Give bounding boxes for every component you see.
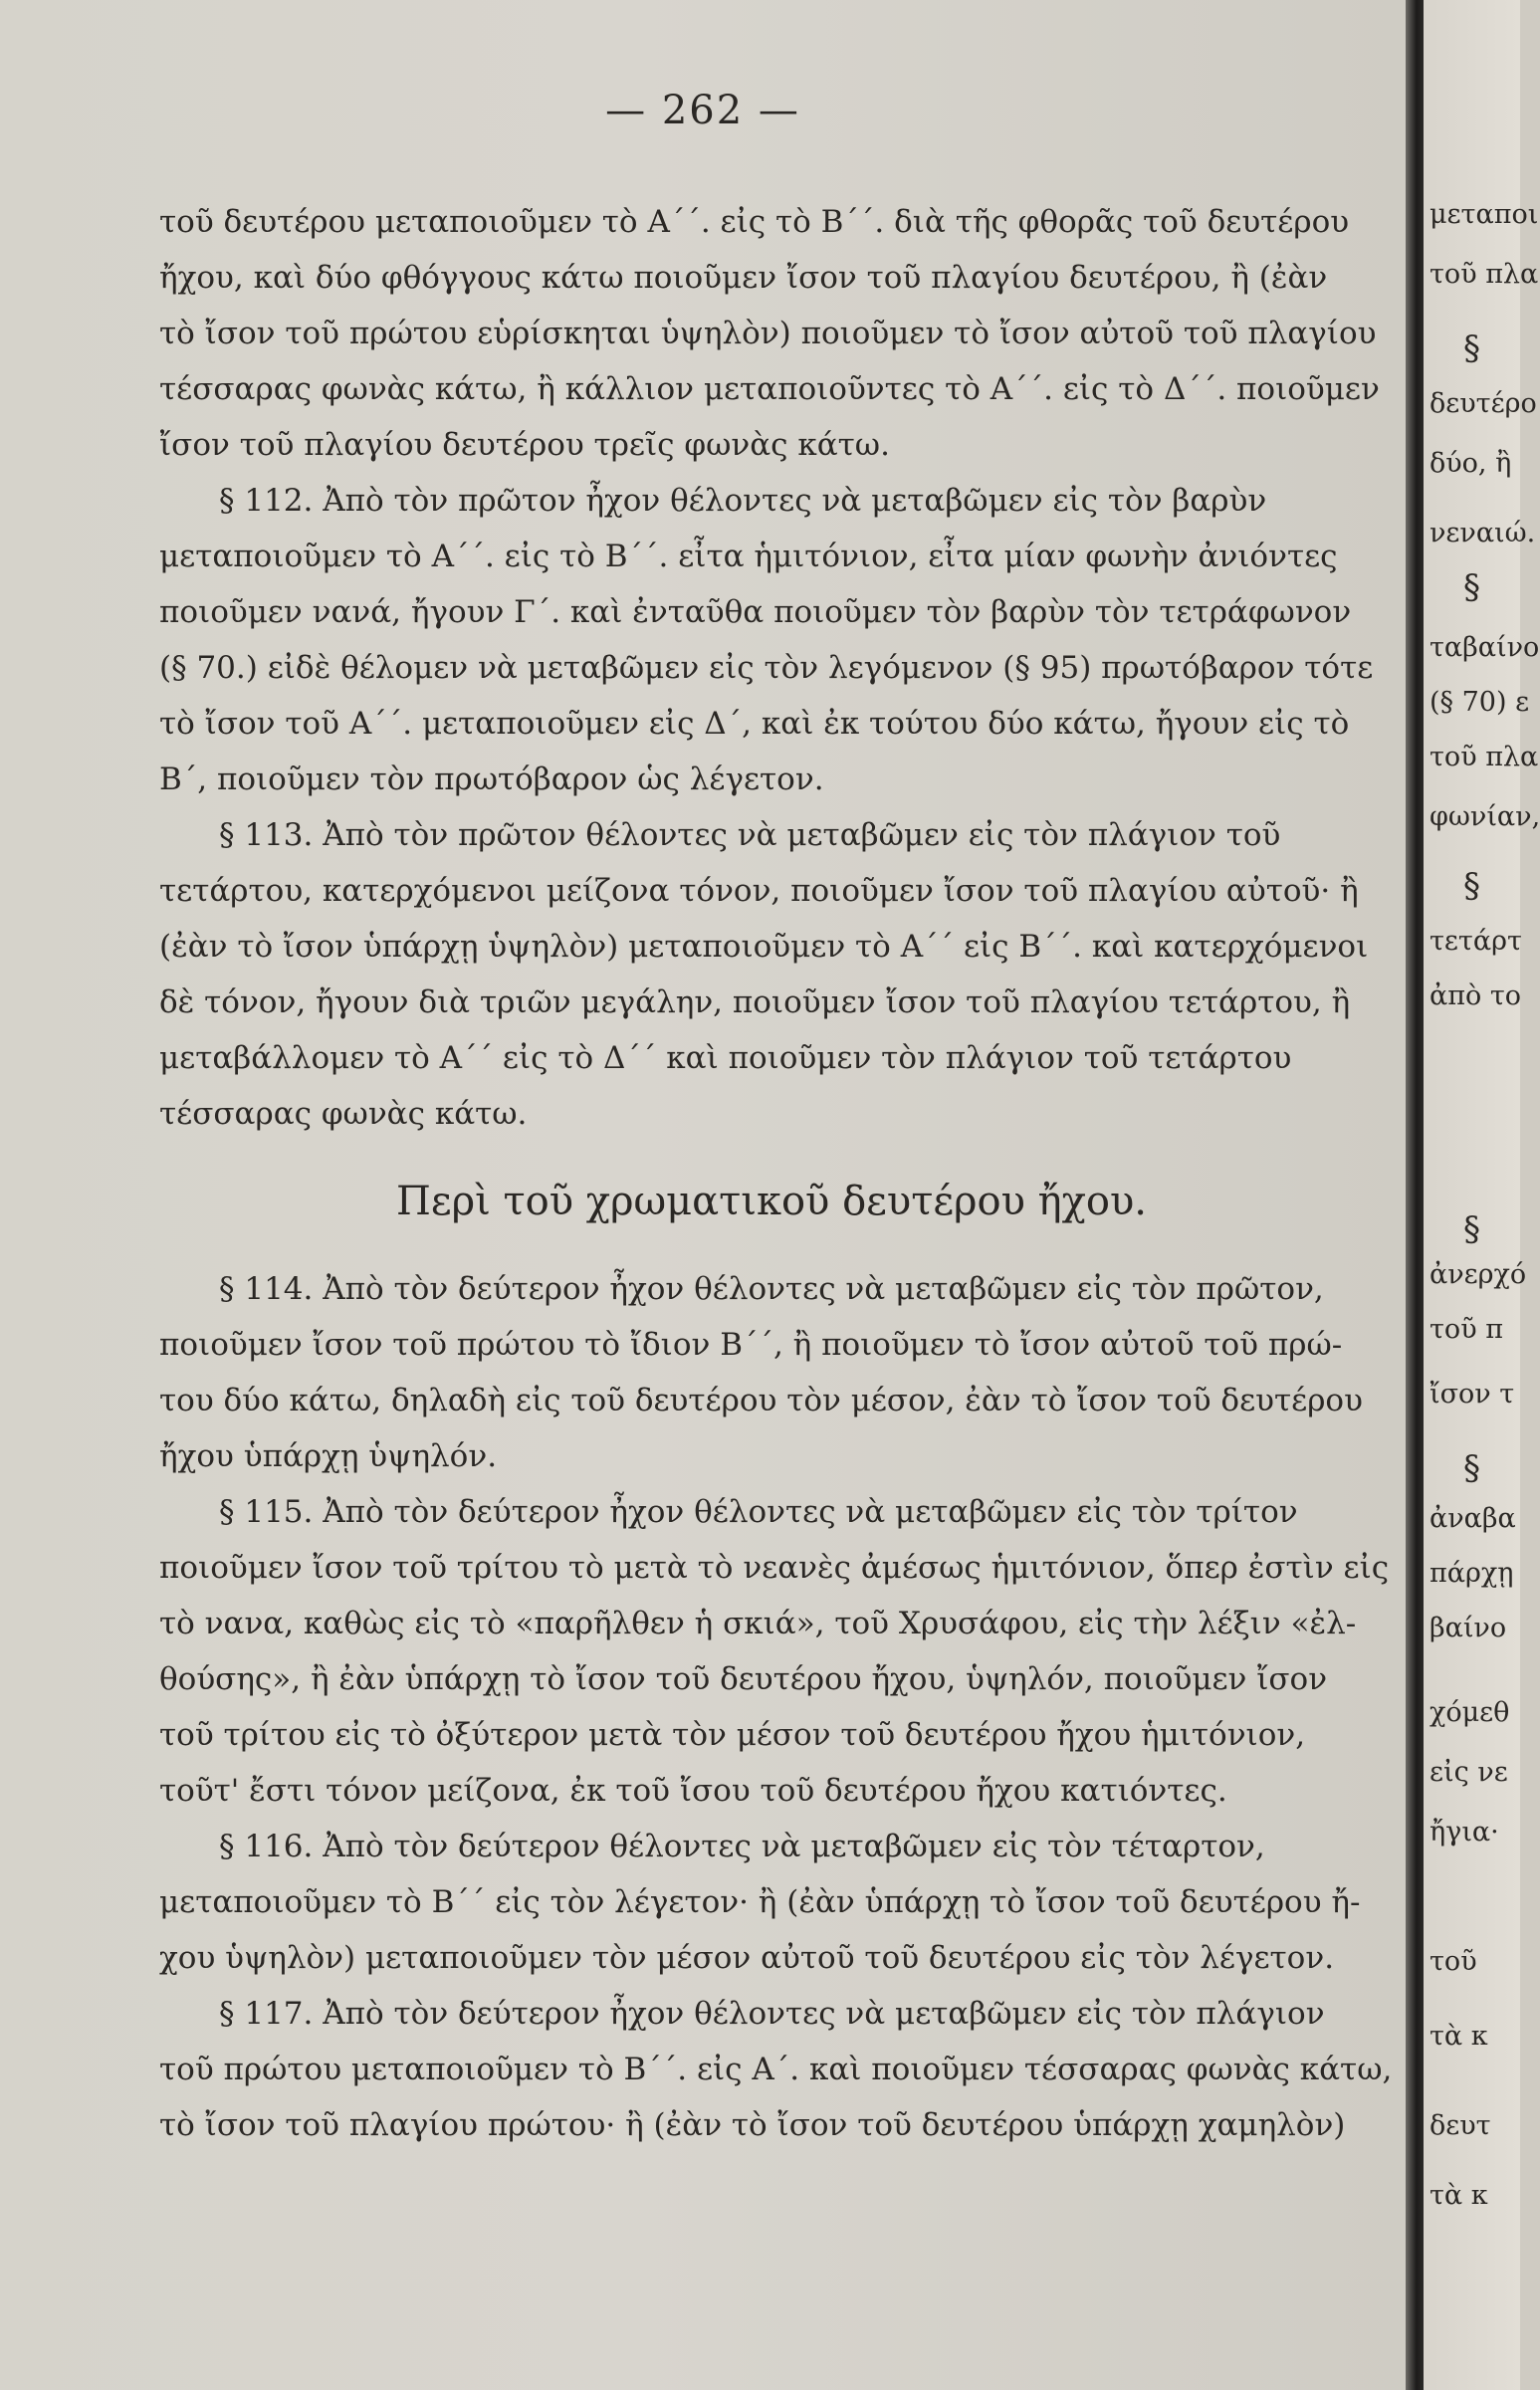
book-gutter — [1406, 0, 1424, 2390]
text-line: ποιοῦμεν ἴσον τοῦ πρώτου τὸ ἴδιον Β΄΄, ἢ ποιοῦμεν τὸ ἴσον αὐτοῦ τοῦ πρώ- — [159, 1327, 1343, 1363]
text-line: ποιοῦμεν ἴσον τοῦ τρίτου τὸ μετὰ τὸ νεανὲς ἀμέσως ἡμιτόνιον, ὅπερ ἐστὶν εἰς — [159, 1550, 1390, 1586]
facing-page-fragment: δύο, ἢ — [1430, 448, 1512, 479]
text-line: τοῦτ' ἔστι τόνον μείζονα, ἐκ τοῦ ἴσου τοῦ δευτέρου ἤχου κατιόντες. — [159, 1773, 1227, 1809]
text-line: ἤχου ὑπάρχῃ ὑψηλόν. — [159, 1438, 498, 1474]
text-line: (ἐὰν τὸ ἴσον ὑπάρχῃ ὑψηλὸν) μεταποιοῦμεν τὸ Α΄΄ εἰς Β΄΄. καὶ κατερχόμενοι — [159, 929, 1369, 965]
facing-page-fragment: πάρχῃ — [1430, 1558, 1514, 1589]
text-line: τέσσαρας φωνὰς κάτω. — [159, 1096, 528, 1132]
facing-page-fragment: τοῦ π — [1430, 1314, 1503, 1345]
text-line: μεταποιοῦμεν τὸ Β΄΄ εἰς τὸν λέγετον· ἢ (ἐὰν ὑπάρχῃ τὸ ἴσον τοῦ δευτέρου ἤ- — [159, 1884, 1361, 1920]
page-number: — 262 — — [605, 88, 800, 133]
text-line: τὸ ἴσον τοῦ πρώτου εὑρίσκηται ὑψηλὸν) ποιοῦμεν τὸ ἴσον αὐτοῦ τοῦ πλαγίου — [159, 316, 1377, 351]
facing-page-fragment: τετάρτ — [1430, 926, 1522, 957]
text-line: § 112. Ἀπὸ τὸν πρῶτον ἦχον θέλοντες νὰ μεταβῶμεν εἰς τὸν βαρὺν — [219, 483, 1267, 519]
main-text — [159, 194, 1424, 2153]
text-line: Β΄, ποιοῦμεν τὸν πρωτόβαρον ὡς λέγετον. — [159, 761, 824, 797]
facing-page-fragment: (§ 70) ε — [1430, 687, 1530, 718]
text-line: § 115. Ἀπὸ τὸν δεύτερον ἦχον θέλοντες νὰ μεταβῶμεν εἰς τὸν τρίτον — [219, 1494, 1298, 1530]
facing-page-fragment: § — [1463, 866, 1480, 906]
text-line: τέσσαρας φωνὰς κάτω, ἢ κάλλιον μεταποιοῦντες τὸ Α΄΄. εἰς τὸ Δ΄΄. ποιοῦμεν — [159, 371, 1380, 407]
facing-page-fragment: τὰ κ — [1430, 2021, 1488, 2052]
text-line: § 116. Ἀπὸ τὸν δεύτερον θέλοντες νὰ μεταβῶμεν εἰς τὸν τέταρτον, — [219, 1829, 1265, 1864]
facing-page-fragment: τὰ κ — [1430, 2180, 1488, 2211]
text-line: τοῦ δευτέρου μεταποιοῦμεν τὸ Α΄΄. εἰς τὸ Β΄΄. διὰ τῆς φθορᾶς τοῦ δευτέρου — [159, 204, 1350, 240]
text-line: ἤχου, καὶ δύο φθόγγους κάτω ποιοῦμεν ἴσον τοῦ πλαγίου δευτέρου, ἢ (ἐὰν — [159, 260, 1328, 296]
section-heading: Περὶ τοῦ χρωματικοῦ δευτέρου ἤχου. — [396, 1179, 1147, 1224]
text-block-before-heading — [159, 194, 1424, 1142]
facing-page-fragment: § — [1463, 1448, 1480, 1488]
facing-page-fragment: § — [1463, 1209, 1480, 1249]
facing-page-fragment: τοῦ πλα — [1430, 259, 1539, 290]
facing-page-fragment: § — [1463, 328, 1480, 368]
text-line: μεταβάλλομεν τὸ Α΄΄ εἰς τὸ Δ΄΄ καὶ ποιοῦμεν τὸν πλάγιον τοῦ τετάρτου — [159, 1040, 1292, 1076]
text-line: τὸ ἴσον τοῦ πλαγίου πρώτου· ἢ (ἐὰν τὸ ἴσον τοῦ δευτέρου ὑπάρχῃ χαμηλὸν) — [159, 2107, 1346, 2143]
text-line: (§ 70.) εἰδὲ θέλομεν νὰ μεταβῶμεν εἰς τὸν λεγόμενον (§ 95) πρωτόβαρον τότε — [159, 650, 1374, 686]
facing-page-fragment: ἀναβα — [1430, 1503, 1516, 1534]
text-line: του δύο κάτω, δηλαδὴ εἰς τοῦ δευτέρου τὸν μέσον, ἐὰν τὸ ἴσον τοῦ δευτέρου — [159, 1383, 1363, 1418]
text-line: ποιοῦμεν νανά, ἤγουν Γ΄. καὶ ἐνταῦθα ποιοῦμεν τὸν βαρὺν τὸν τετράφωνον — [159, 594, 1352, 630]
text-line: § 114. Ἀπὸ τὸν δεύτερον ἦχον θέλοντες νὰ μεταβῶμεν εἰς τὸν πρῶτον, — [219, 1271, 1324, 1307]
text-line: τὸ ἴσον τοῦ Α΄΄. μεταποιοῦμεν εἰς Δ΄, καὶ ἐκ τούτου δύο κάτω, ἤγουν εἰς τὸ — [159, 706, 1350, 742]
facing-page-fragment: ταβαίνο — [1430, 632, 1540, 663]
facing-page-fragment: § — [1463, 567, 1480, 607]
text-line: ἴσον τοῦ πλαγίου δευτέρου τρεῖς φωνὰς κάτω. — [159, 427, 890, 463]
facing-page-fragment: ἴσον τ — [1430, 1379, 1515, 1410]
facing-page-fragment: ἤγια· — [1430, 1817, 1499, 1847]
text-line: τοῦ πρώτου μεταποιοῦμεν τὸ Β΄΄. εἰς Α΄. καὶ ποιοῦμεν τέσσαρας φωνὰς κάτω, — [159, 2052, 1393, 2087]
text-line: § 113. Ἀπὸ τὸν πρῶτον θέλοντες νὰ μεταβῶμεν εἰς τὸν πλάγιον τοῦ — [219, 817, 1281, 853]
text-line: τοῦ τρίτου εἰς τὸ ὀξύτερον μετὰ τὸν μέσον τοῦ δευτέρου ἤχου ἡμιτόνιον, — [159, 1717, 1306, 1753]
text-line: μεταποιοῦμεν τὸ Α΄΄. εἰς τὸ Β΄΄. εἶτα ἡμιτόνιον, εἶτα μίαν φωνὴν ἀνιόντες — [159, 539, 1338, 574]
facing-page-fragment: φωνίαν, — [1430, 801, 1540, 832]
facing-page-fragment: δευτέρο — [1430, 388, 1537, 419]
text-line: τὸ νανα, καθὼς εἰς τὸ «παρῆλθεν ἡ σκιά», τοῦ Χρυσάφου, εἰς τὴν λέξιν «ἐλ- — [159, 1606, 1357, 1641]
facing-page-fragment: ἀνερχό — [1430, 1259, 1527, 1290]
facing-page-fragment: τοῦ πλα — [1430, 742, 1539, 772]
facing-page-fragment: ἀπὸ το — [1430, 980, 1522, 1011]
facing-page-fragment: τοῦ — [1430, 1946, 1477, 1977]
facing-page-fragment: χόμεθ — [1430, 1697, 1510, 1728]
text-line: θούσης», ἢ ἐὰν ὑπάρχῃ τὸ ἴσον τοῦ δευτέρου ἤχου, ὑψηλόν, ποιοῦμεν ἴσον — [159, 1661, 1328, 1697]
text-line: δὲ τόνον, ἤγουν διὰ τριῶν μεγάλην, ποιοῦμεν ἴσον τοῦ πλαγίου τετάρτου, ἢ — [159, 984, 1351, 1020]
text-block-after-heading — [159, 1261, 1424, 2153]
facing-page-fragment: μεταποι — [1430, 199, 1539, 230]
facing-page-fragment: βαίνο — [1430, 1613, 1507, 1643]
facing-page-fragment: νεναιώ. — [1430, 518, 1536, 548]
facing-page-fragment: δευτ — [1430, 2110, 1491, 2141]
facing-page-fragment: εἰς νε — [1430, 1757, 1508, 1788]
text-line: § 117. Ἀπὸ τὸν δεύτερον ἦχον θέλοντες νὰ μεταβῶμεν εἰς τὸν πλάγιον — [219, 1996, 1325, 2032]
text-line: τετάρτου, κατερχόμενοι μείζονα τόνον, ποιοῦμεν ἴσον τοῦ πλαγίου αὐτοῦ· ἢ — [159, 873, 1359, 909]
facing-page-edge — [1424, 0, 1540, 2390]
text-line: χου ὑψηλὸν) μεταποιοῦμεν τὸν μέσον αὐτοῦ τοῦ δευτέρου εἰς τὸν λέγετον. — [159, 1940, 1335, 1976]
